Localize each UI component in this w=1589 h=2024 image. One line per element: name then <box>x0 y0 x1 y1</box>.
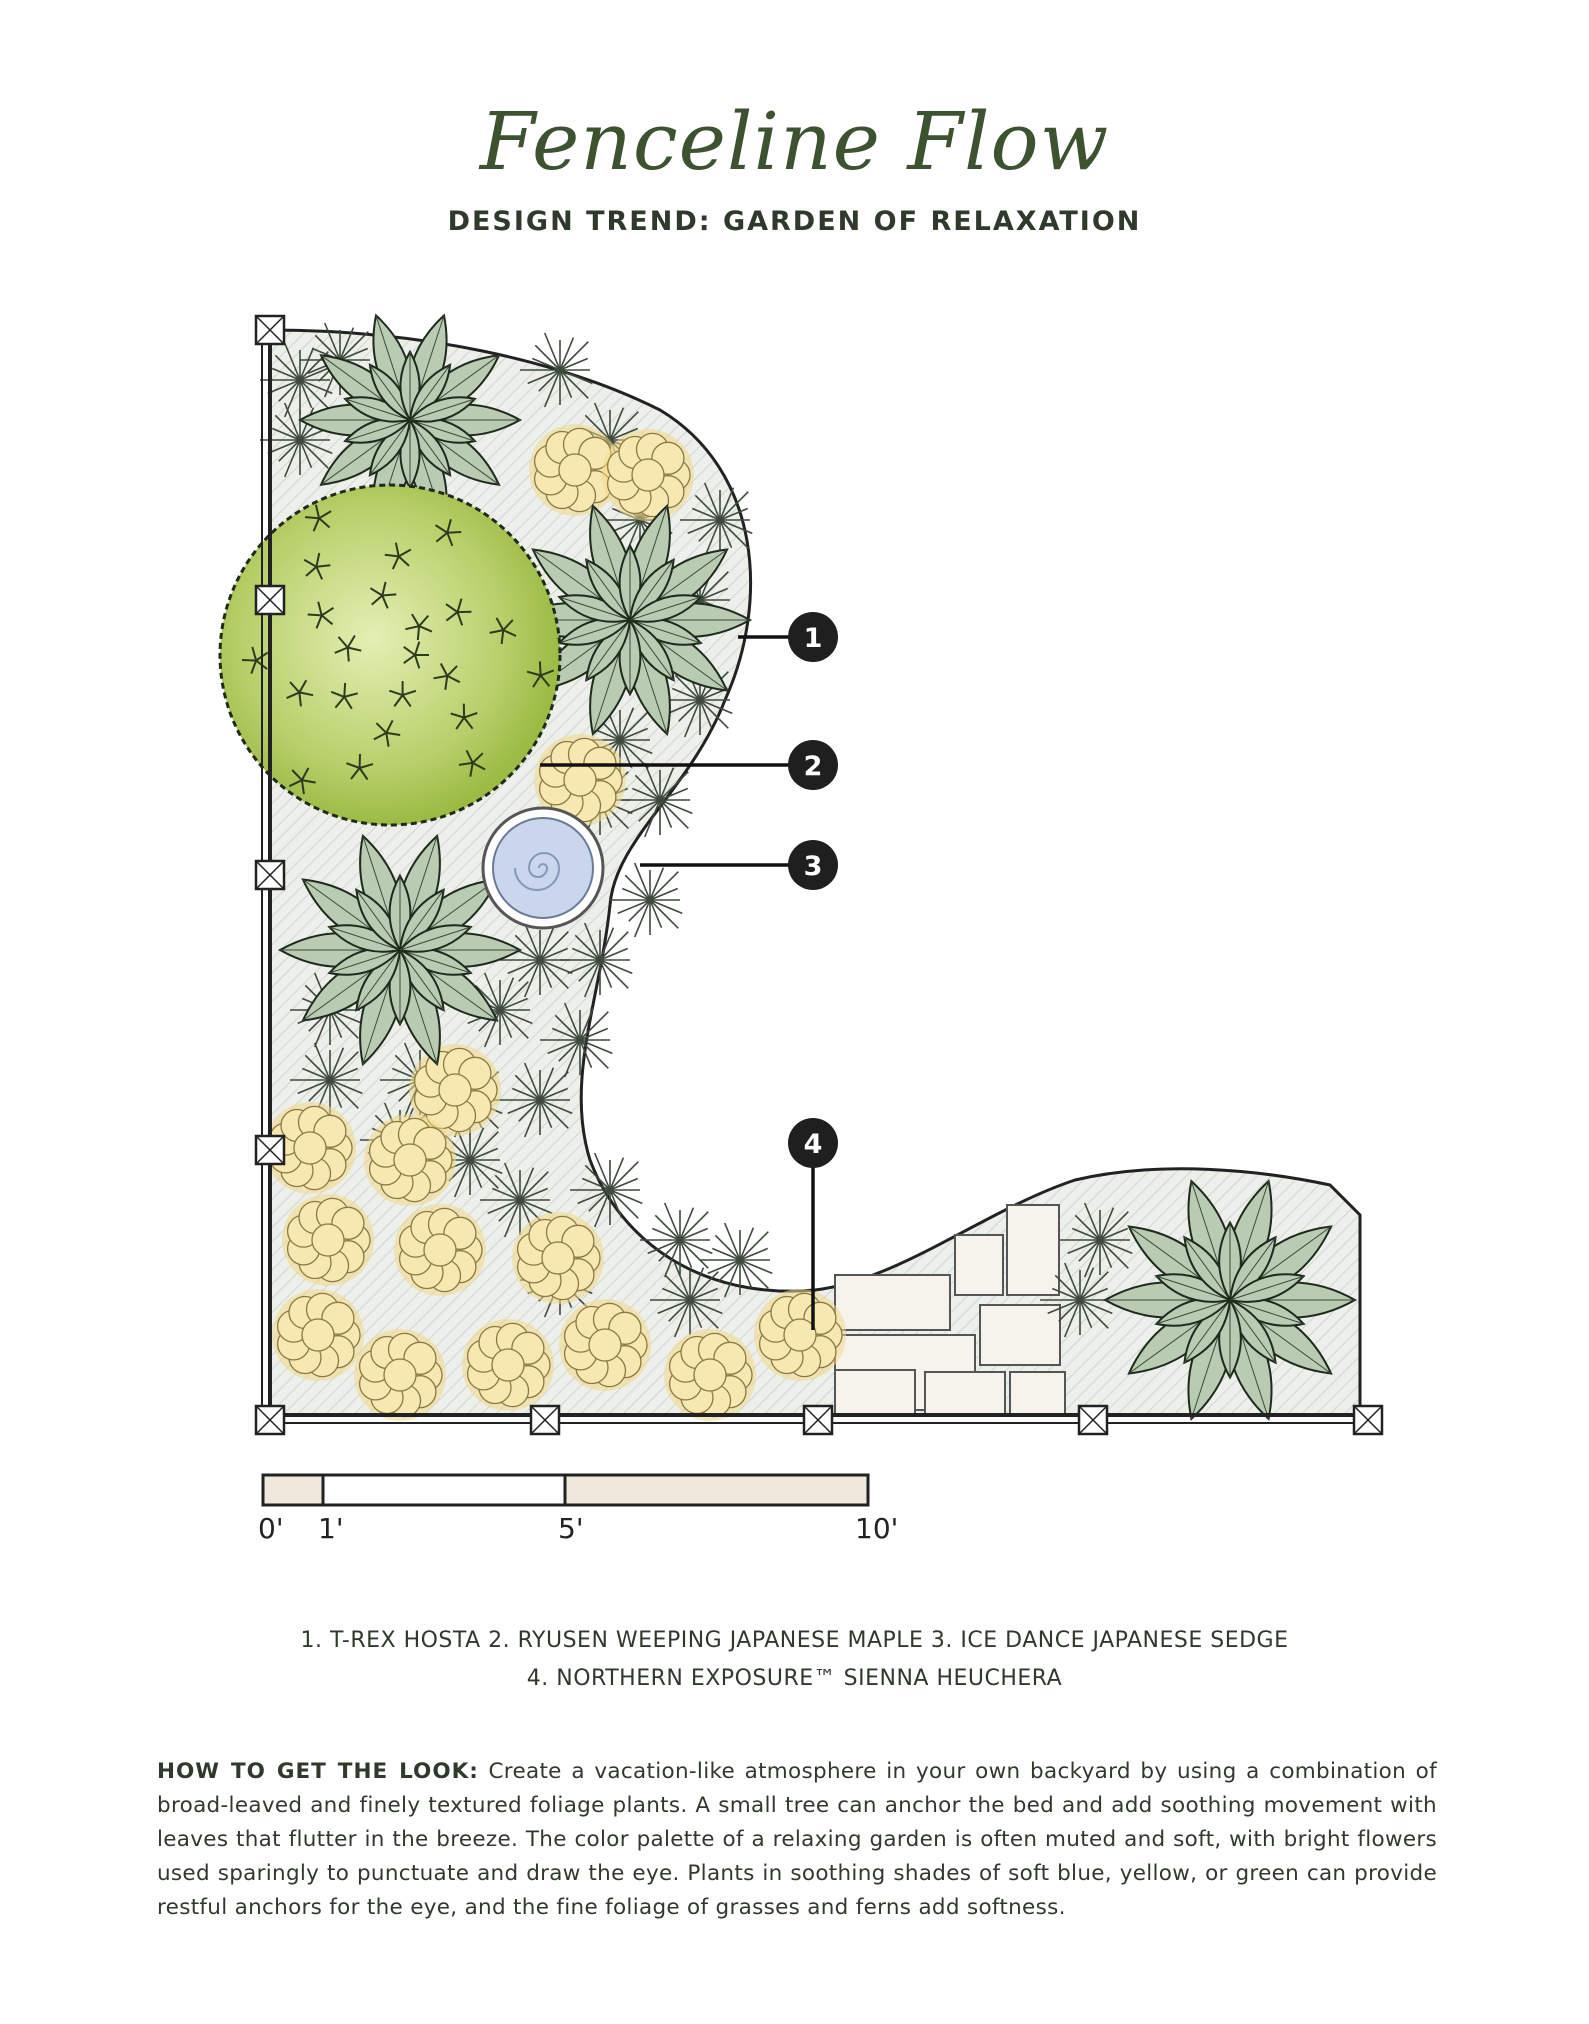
fence-post <box>1079 1406 1107 1434</box>
plant-legend <box>0 1622 1589 1698</box>
heuchera-plant <box>462 1319 554 1411</box>
fence-post <box>1354 1406 1382 1434</box>
callout-4 <box>788 1118 838 1168</box>
callout-1 <box>788 612 838 662</box>
heuchera-plant <box>364 1114 456 1206</box>
how-to-body: Create a vacation-like atmosphere in your own backyard by using a combination of broad-leaved and finely textured foliage plants. A small tree can anchor the bed and add soothing movement with leaves that flutter in the breeze. The color palette of a relaxing garden is often muted and soft, with bright flowers used sparingly to punctuate and draw the eye. Plants in soothing shades of soft blue, yellow, or green can provide restful anchors for the eye, and the fine foliage of grasses and ferns add softness. <box>157 1759 1437 1920</box>
heuchera-plant <box>664 1329 756 1421</box>
heuchera-plant <box>559 1299 651 1391</box>
plant-legend-line-1: 1. T-REX HOSTA 2. RYUSEN WEEPING JAPANESE MAPLE 3. ICE DANCE JAPANESE SEDGE <box>300 1628 1289 1653</box>
heuchera-plant <box>512 1212 604 1304</box>
heuchera-plant <box>394 1204 486 1296</box>
fence-post <box>256 316 284 344</box>
scale-label-0: 0' <box>258 1512 284 1545</box>
heuchera-plant <box>754 1289 846 1381</box>
heuchera-plant <box>354 1329 446 1421</box>
scale-label-5: 5' <box>558 1512 584 1545</box>
sedge-tuft <box>610 863 682 937</box>
fence-post <box>256 1406 284 1434</box>
scale-label-10: 10' <box>855 1512 899 1545</box>
marker-4-label: 4 <box>803 1129 823 1160</box>
callout-3 <box>788 840 838 890</box>
callout-2 <box>788 740 838 790</box>
heuchera-plant <box>602 429 694 521</box>
fence-post <box>256 586 284 614</box>
heuchera-plant <box>272 1289 364 1381</box>
fence-post <box>804 1406 832 1434</box>
page-subtitle: DESIGN TREND: GARDEN OF RELAXATION <box>447 206 1142 237</box>
stone-pavers <box>835 1205 1065 1415</box>
fence-post <box>256 1136 284 1164</box>
fence-post <box>256 861 284 889</box>
plant-legend-line-2: 4. NORTHERN EXPOSURE™ SIENNA HEUCHERA <box>526 1666 1063 1691</box>
scale-bar <box>258 1475 898 1545</box>
how-to-paragraph <box>157 1755 1437 1925</box>
water-bowl <box>483 808 603 928</box>
how-to-heading: HOW TO GET THE LOOK: <box>157 1759 479 1784</box>
marker-1-label: 1 <box>803 623 823 654</box>
marker-2-label: 2 <box>803 751 823 782</box>
scale-label-1: 1' <box>318 1512 344 1545</box>
fence-post <box>531 1406 559 1434</box>
page-title: Fenceline Flow <box>479 95 1110 188</box>
heuchera-plant <box>282 1194 374 1286</box>
marker-3-label: 3 <box>803 851 823 882</box>
